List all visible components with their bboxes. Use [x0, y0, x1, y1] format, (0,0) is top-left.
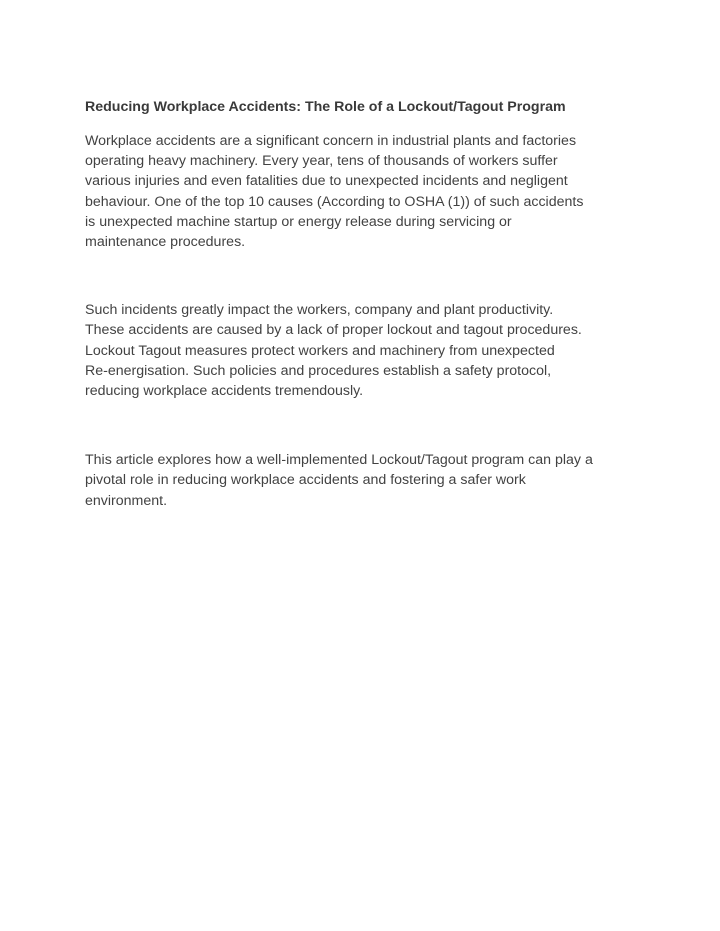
paragraph-line: This article explores how a well-implemented Lockout/Tagout program can play a — [85, 452, 593, 469]
paragraph-line: is unexpected machine startup or energy release during servicing or — [85, 213, 512, 230]
document-page — [85, 97, 645, 511]
paragraph-line: These accidents are caused by a lack of proper lockout and tagout procedures. — [85, 322, 582, 339]
paragraph-line: behaviour. One of the top 10 causes (According to OSHA (1)) of such accidents — [85, 193, 584, 210]
paragraph-line: operating heavy machinery. Every year, tens of thousands of workers suffer — [85, 153, 558, 170]
paragraph-line: environment. — [85, 492, 168, 509]
paragraph-impact — [85, 300, 645, 401]
paragraph-line: various injuries and even fatalities due to unexpected incidents and negligent — [85, 173, 568, 190]
paragraph-intro — [85, 131, 645, 252]
paragraph-line: reducing workplace accidents tremendously. — [85, 383, 364, 400]
paragraph-line: pivotal role in reducing workplace accidents and fostering a safer work — [85, 472, 526, 489]
paragraph-line: Such incidents greatly impact the workers, company and plant productivity. — [85, 302, 554, 319]
paragraph-line: Workplace accidents are a significant concern in industrial plants and factories — [85, 133, 577, 149]
document-title: Reducing Workplace Accidents: The Role of a Lockout/Tagout Program — [85, 99, 566, 115]
paragraph-line: Re-energisation. Such policies and procedures establish a safety protocol, — [85, 362, 552, 379]
paragraph-line: maintenance procedures. — [85, 234, 246, 251]
paragraph-article-scope — [85, 450, 645, 511]
paragraph-line: Lockout Tagout measures protect workers and machinery from unexpected — [85, 342, 555, 359]
